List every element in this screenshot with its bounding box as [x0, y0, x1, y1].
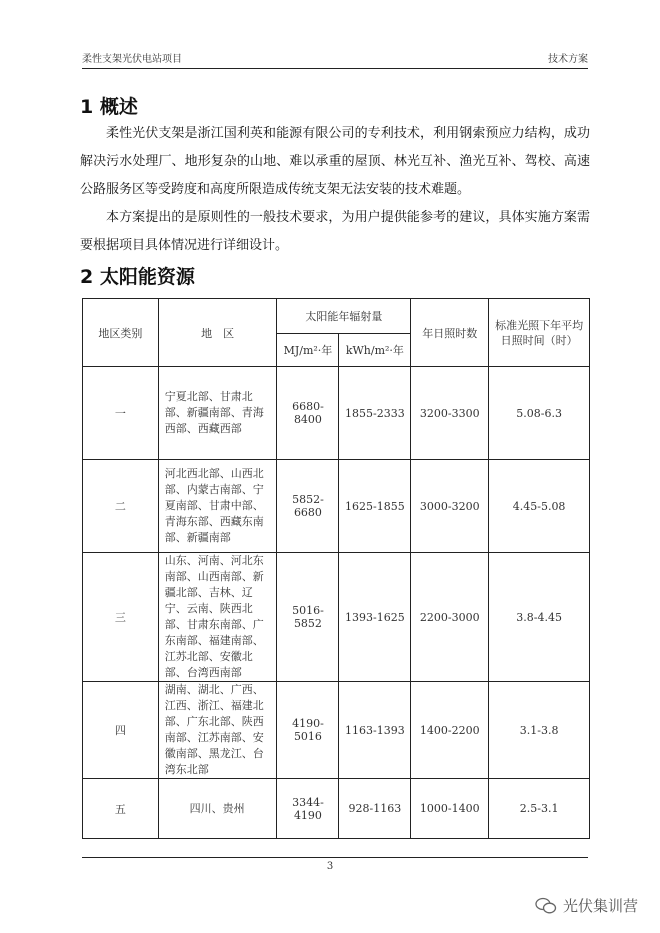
col-header-sunshine: 年日照时数 [411, 299, 489, 367]
category-cell: 四 [83, 682, 159, 779]
category-cell: 三 [83, 553, 159, 682]
radiation-kwh-cell: 1163-1393 [339, 682, 411, 779]
category-cell: 二 [83, 460, 159, 553]
sunshine-hours-cell: 2200-3000 [411, 553, 489, 682]
footer-rule [82, 857, 588, 858]
radiation-kwh-cell: 928-1163 [339, 779, 411, 839]
col-header-std-hours: 标准光照下年平均日照时间（时） [489, 299, 590, 367]
page-number: 3 [326, 861, 334, 872]
sunshine-hours-cell: 1400-2200 [411, 682, 489, 779]
radiation-mj-cell: 6680-8400 [277, 367, 339, 460]
daily-hours-cell: 2.5-3.1 [489, 779, 590, 839]
table-row [83, 779, 590, 839]
sunshine-hours-cell: 3200-3300 [411, 367, 489, 460]
header-doc-type: 技术方案 [548, 54, 588, 65]
col-header-category: 地区类别 [83, 299, 159, 367]
page-header [82, 48, 588, 69]
region-cell: 山东、河南、河北东南部、山西南部、新疆北部、吉林、辽宁、云南、陕西北部、甘肃东南部、广东南部、福建南部、江苏北部、安徽北部、台湾西南部 [158, 553, 277, 682]
table-row [83, 367, 590, 460]
radiation-kwh-cell: 1393-1625 [339, 553, 411, 682]
category-cell: 五 [83, 779, 159, 839]
region-cell: 湖南、湖北、广西、江西、浙江、福建北部、广东北部、陕西南部、江苏南部、安徽南部、黑龙江、台湾东北部 [158, 682, 277, 779]
table-header-row [83, 299, 590, 334]
radiation-kwh-cell: 1855-2333 [339, 367, 411, 460]
wechat-icon [535, 897, 557, 915]
daily-hours-cell: 5.08-6.3 [489, 367, 590, 460]
radiation-mj-cell: 5852-6680 [277, 460, 339, 553]
header-project-title: 柔性支架光伏电站项目 [82, 54, 182, 65]
col-header-radiation: 太阳能年辐射量 [277, 299, 411, 334]
category-cell: 一 [83, 367, 159, 460]
table-row [83, 682, 590, 779]
solar-radiation-table [82, 298, 590, 839]
radiation-mj-cell: 5016-5852 [277, 553, 339, 682]
section-1-paragraph-1: 柔性光伏支架是浙江国利英和能源有限公司的专利技术，利用钢索预应力结构，成功解决污水处理厂、地形复杂的山地、难以承重的屋顶、林光互补、渔光互补、驾校、高速公路服务区等受跨度和高度所限造成传统支架无法安装的技术难题。 [80, 126, 590, 197]
col-header-region: 地 区 [158, 299, 277, 367]
daily-hours-cell: 4.45-5.08 [489, 460, 590, 553]
section-1-heading: 1 概述 [80, 96, 138, 118]
table-row [83, 460, 590, 553]
watermark-text: 光伏集训营 [562, 897, 638, 915]
radiation-mj-cell: 4190-5016 [277, 682, 339, 779]
watermark [535, 895, 638, 916]
section-1-paragraph-2: 本方案提出的是原则性的一般技术要求，为用户提供能参考的建议，具体实施方案需要根据项目具体情况进行详细设计。 [80, 210, 590, 253]
daily-hours-cell: 3.8-4.45 [489, 553, 590, 682]
sunshine-hours-cell: 1000-1400 [411, 779, 489, 839]
region-cell: 河北西北部、山西北部、内蒙古南部、宁夏南部、甘肃中部、青海东部、西藏东南部、新疆南部 [158, 460, 277, 553]
radiation-kwh-cell: 1625-1855 [339, 460, 411, 553]
region-cell: 宁夏北部、甘肃北部、新疆南部、青海西部、西藏西部 [158, 367, 277, 460]
daily-hours-cell: 3.1-3.8 [489, 682, 590, 779]
sunshine-hours-cell: 3000-3200 [411, 460, 489, 553]
col-header-unit-kwh: kWh/m²·年 [339, 334, 411, 367]
table-row [83, 553, 590, 682]
region-cell: 四川、贵州 [158, 779, 277, 839]
col-header-unit-mj: MJ/m²·年 [277, 334, 339, 367]
section-2-heading: 2 太阳能资源 [80, 266, 195, 288]
radiation-mj-cell: 3344-4190 [277, 779, 339, 839]
